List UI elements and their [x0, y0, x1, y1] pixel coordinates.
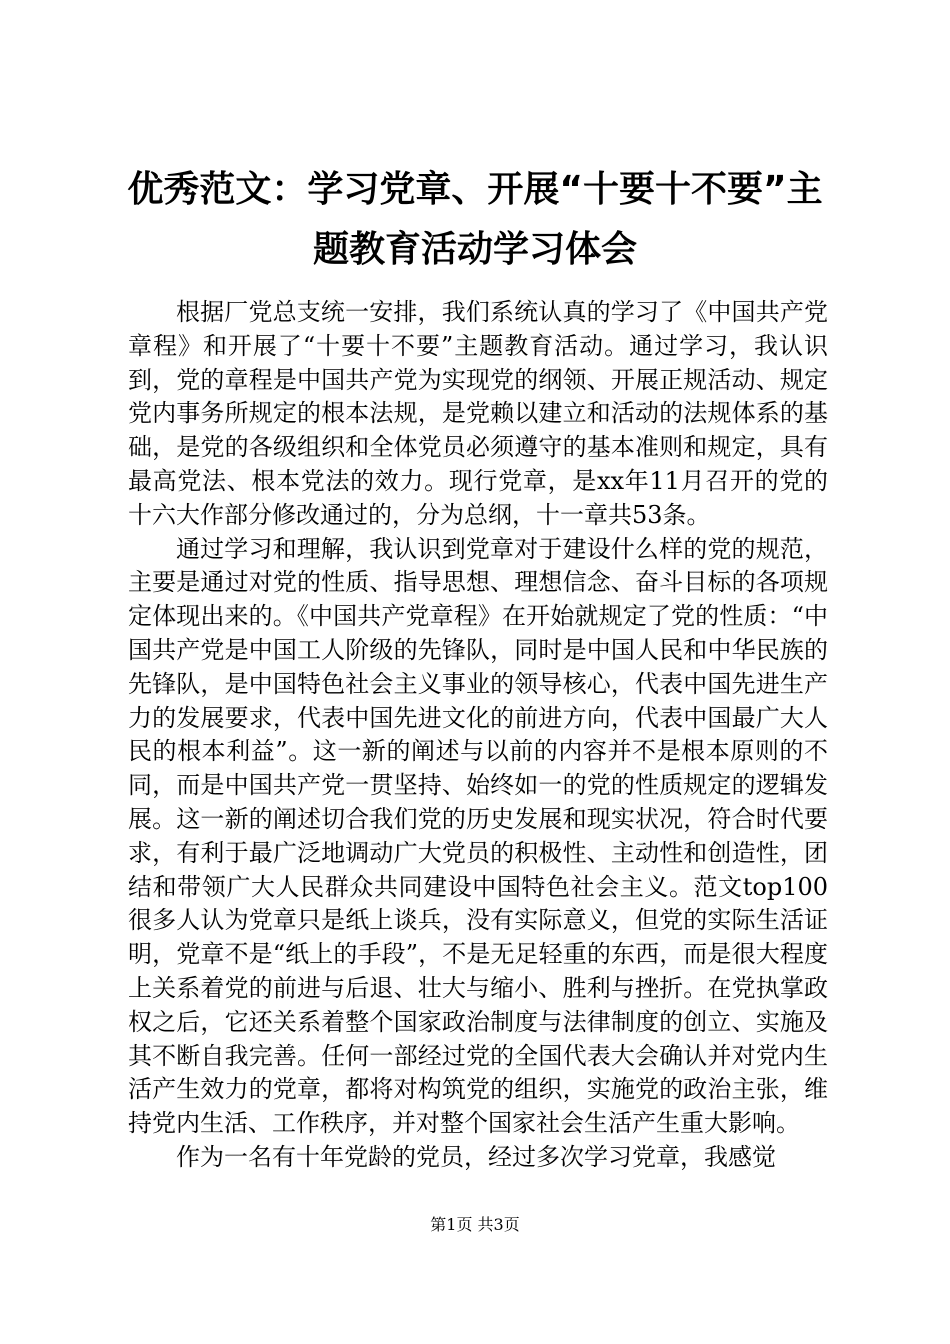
paragraph-2: 通过学习和理解，我认识到党章对于建设什么样的党的规范，主要是通过对党的性质、指导思想、理想信念、奋斗目标的各项规定体现出来的。《中国共产党章程》在开始就规定了党的性质：“中国共产党是中国工人阶级的先锋队，同时是中国人民和中华民族的先锋队，是中国特色社会主义事业的领导核心，代表中国先进生产力的发展要求，代表中国先进文化的前进方向，代表中国最广大人民的根本利益”。这一新的阐述与以前的内容并不是根本原则的不同，而是中国共产党一贯坚持、始终如一的党的性质规定的逻辑发展。这一新的阐述切合我们党的历史发展和现实状况，符合时代要求，有利于最广泛地调动广大党员的积极性、主动性和创造性，团结和带领广大人民群众共同建设中国特色社会主义。范文top100很多人认为党章只是纸上谈兵，没有实际意义，但党的实际生活证明，党章不是“纸上的手段”，不是无足轻重的东西，而是很大程度上关系着党的前进与后退、壮大与缩小、胜利与挫折。在党执掌政权之后，它还关系着整个国家政治制度与法律制度的创立、实施及其不断自我完善。任何一部经过党的全国代表大会确认并对党内生活产生效力的党章，都将对构筑党的组织，实施党的政治主张，维持党内生活、工作秩序，并对整个国家社会生活产生重大影响。: [128, 534, 828, 1138]
document-body: [128, 296, 828, 1175]
paragraph-1: 根据厂党总支统一安排，我们系统认真的学习了《中国共产党章程》和开展了“十要十不要”主题教育活动。通过学习，我认识到，党的章程是中国共产党为实现党的纲领、开展正规活动、规定党内事务所规定的根本法规，是党赖以建立和活动的法规体系的基础，是党的各级组织和全体党员必须遵守的基本准则和规定，具有最高党法、根本党法的效力。现行党章，是xx年11月召开的党的十六大作部分修改通过的，分为总纲，十一章共53条。: [128, 298, 828, 529]
paragraph-3: 作为一名有十年党龄的党员，经过多次学习党章，我感觉: [176, 1142, 776, 1171]
document-title: 优秀范文：学习党章、开展“十要十不要”主题教育活动学习体会: [127, 169, 823, 270]
page-footer: 第1页 共3页: [430, 1215, 520, 1234]
